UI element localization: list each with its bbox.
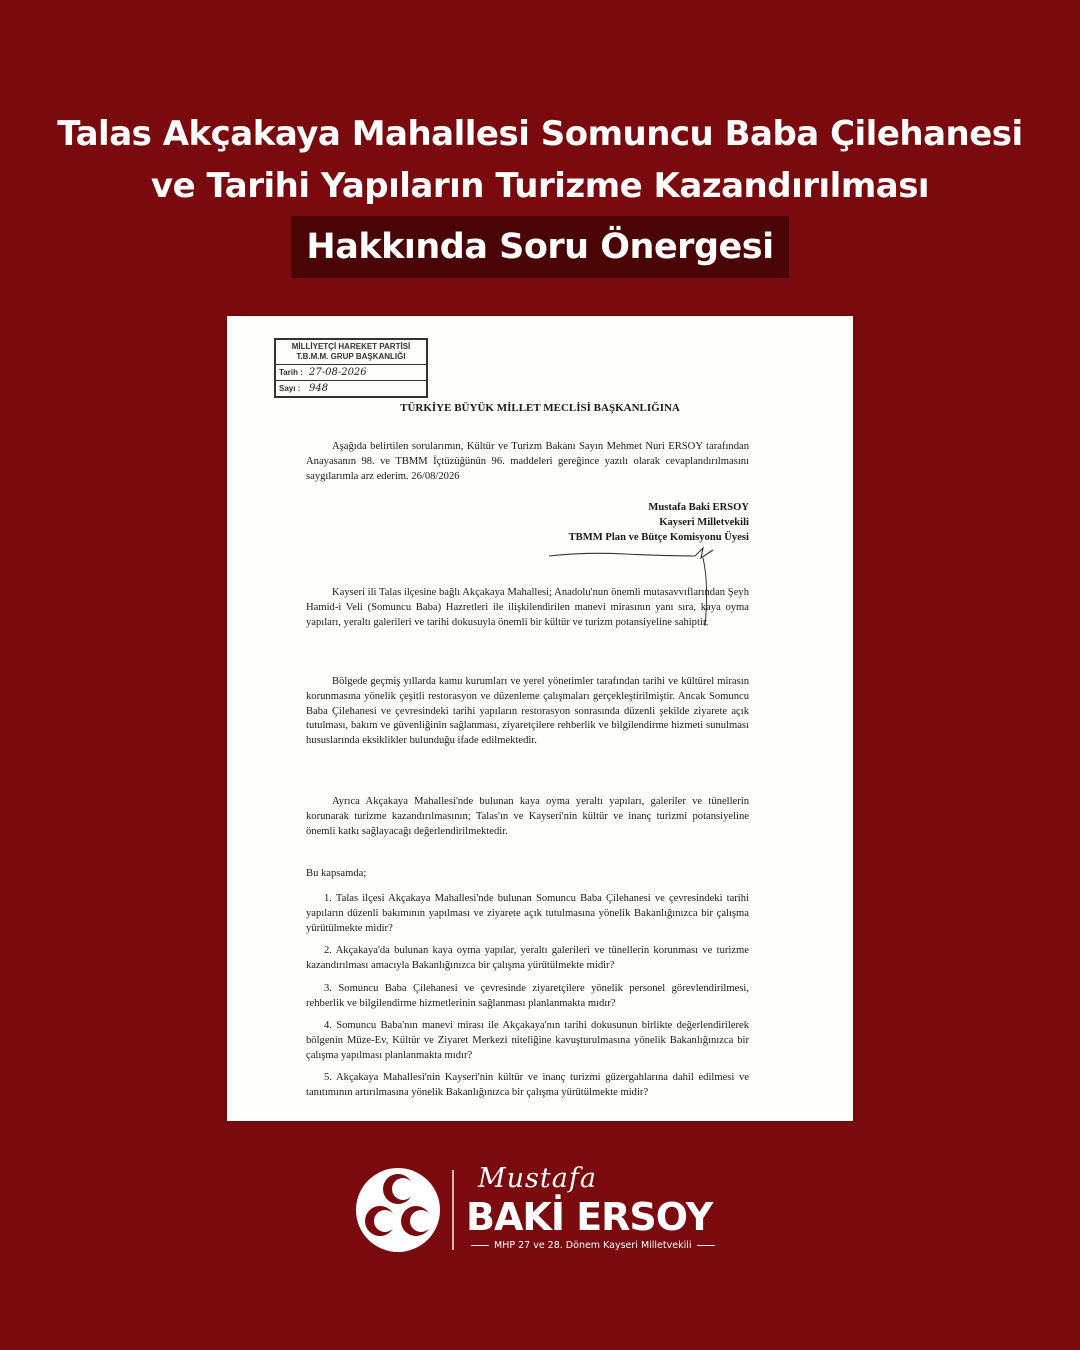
subtitle-text: Hakkında Soru Önergesi — [306, 227, 774, 267]
question-5: 5. Akçakaya Mahallesi'nin Kayseri'nin kültür ve inanç turizmi güzergahlarına dahil edilmesi ve tanıtımının artırılmasına yönelik Bakanlığınızca bir çalışma yürütülmekte midir? — [306, 1072, 749, 1098]
stamp-date-row — [276, 365, 426, 381]
footer-first-name: Mustafa — [478, 1163, 597, 1194]
stamp-header — [276, 340, 426, 365]
headline — [0, 108, 1080, 212]
stamp-number-label: Sayı : — [279, 384, 301, 393]
question-2: 2. Akçakaya'da bulunan kaya oyma yapılar, yeraltı galerileri ve tünellerin korunması ve turizme kazandırılması amacıyla Bakanlığınızca bir çalışma yürütülmekte midir? — [306, 945, 749, 971]
footer-role: MHP 27 ve 28. Dönem Kayseri Milletvekili — [466, 1240, 718, 1251]
body-paragraph-2: Bölgede geçmiş yıllarda kamu kurumları ve yerel yönetimler tarafından tarihi ve kültürel mirasın korunmasına yönelik çeşitli restorasyon ve düzenleme çalışmaları gerçekleştirilmiştir. Ancak Somuncu Baba Çilehanesi ve çevresindeki tarihi yapıların restorasyon sonrasında düzenli şekilde ziyarete açık tutulması, bakım ve güvenliğinin sağlanması, ziyaretçilere rehberlik ve bilgilendirme hizmeti sunulması hususlarında eksiklikler bulunduğu ifade edilmektedir. — [306, 676, 749, 747]
question-3: 3. Somuncu Baba Çilehanesi ve çevresinde ziyaretçilere yönelik personel görevlendirilmesi, rehberlik ve bilgilendirme hizmetlerinin sağlanması planlanmakta mıdır? — [306, 983, 749, 1009]
question-1: 1. Talas ilçesi Akçakaya Mahallesi'nde bulunan Somuncu Baba Çilehanesi ve çevresindeki tarihi yapıların düzenli bakımının yapılması ve ziyarete açık tutulmasına yönelik Bakanlığınızca bir çalışma yürütülmekte midir? — [306, 893, 749, 934]
receipt-stamp — [274, 338, 428, 398]
stamp-number-value: 948 — [309, 383, 329, 394]
subtitle-banner — [291, 216, 789, 278]
document-page — [227, 316, 853, 1121]
footer-name: BAKİ ERSOY — [466, 1195, 713, 1239]
signature-block — [527, 500, 749, 545]
body-paragraph-1: Kayseri ili Talas ilçesine bağlı Akçakaya Mahallesi; Anadolu'nun önemli mutasavvıflarından Şeyh Hamid-i Veli (Somuncu Baba) Hazretleri ile ilişkilendirilen manevi mirasının yanı sıra, kaya oyma yapıları, yeraltı galerileri ve tarihi dokusuyla önemli bir kültür ve turizm potansiyeline sahiptir. — [306, 587, 749, 628]
footer-divider — [452, 1170, 454, 1250]
signature-name: Mustafa Baki ERSOY — [648, 502, 749, 513]
stamp-date-label: Tarih : — [279, 368, 303, 377]
headline-line-2: ve Tarihi Yapıların Turizme Kazandırılması — [150, 166, 930, 206]
question-4: 4. Somuncu Baba'nın manevi mirası ile Akçakaya'nın tarihi dokusunun birlikte değerlendirilerek bölgenin Müze-Ev, Kültür ve Ziyaret Merkezi niteliğine kavuşturulmasına yönelik Bakanlığınızca bir çalışma yapılması planlanmakta mıdır? — [306, 1020, 749, 1061]
stamp-org-line-2: T.B.M.M. GRUP BAŞKANLIĞI — [296, 352, 406, 361]
headline-line-1: Talas Akçakaya Mahallesi Somuncu Baba Çilehanesi — [57, 114, 1023, 154]
stamp-date-value: 27-08-2026 — [309, 367, 367, 378]
stamp-number-row — [276, 381, 426, 396]
signature-title-1: Kayseri Milletvekili — [659, 517, 749, 528]
mhp-three-crescents-icon — [354, 1166, 442, 1254]
signature-title-2: TBMM Plan ve Bütçe Komisyonu Üyesi — [568, 532, 749, 543]
body-paragraph-3: Ayrıca Akçakaya Mahallesi'nde bulunan kaya oyma yeraltı yapıları, galeriler ve tünellerin korunarak turizme kazandırılmasının; Talas'ın ve Kayseri'nin kültür ve inanç turizmi potansiyeline önemli katkı sağlayacağı değerlendirilmektedir. — [306, 796, 749, 837]
intro-paragraph: Aşağıda belirtilen sorularımın, Kültür ve Turizm Bakanı Sayın Mehmet Nuri ERSOY tarafından Anayasanın 98. ve TBMM İçtüzüğünün 96. maddeleri gereğince yazılı olarak cevaplandırılmasını saygılarımla arz ederim. 26/08/2026 — [306, 441, 749, 482]
scope-label: Bu kapsamda; — [306, 868, 367, 879]
stamp-org-line-1: MİLLİYETÇİ HAREKET PARTİSİ — [291, 342, 411, 351]
document-title: TÜRKİYE BÜYÜK MİLLET MECLİSİ BAŞKANLIĞINA — [400, 402, 680, 414]
